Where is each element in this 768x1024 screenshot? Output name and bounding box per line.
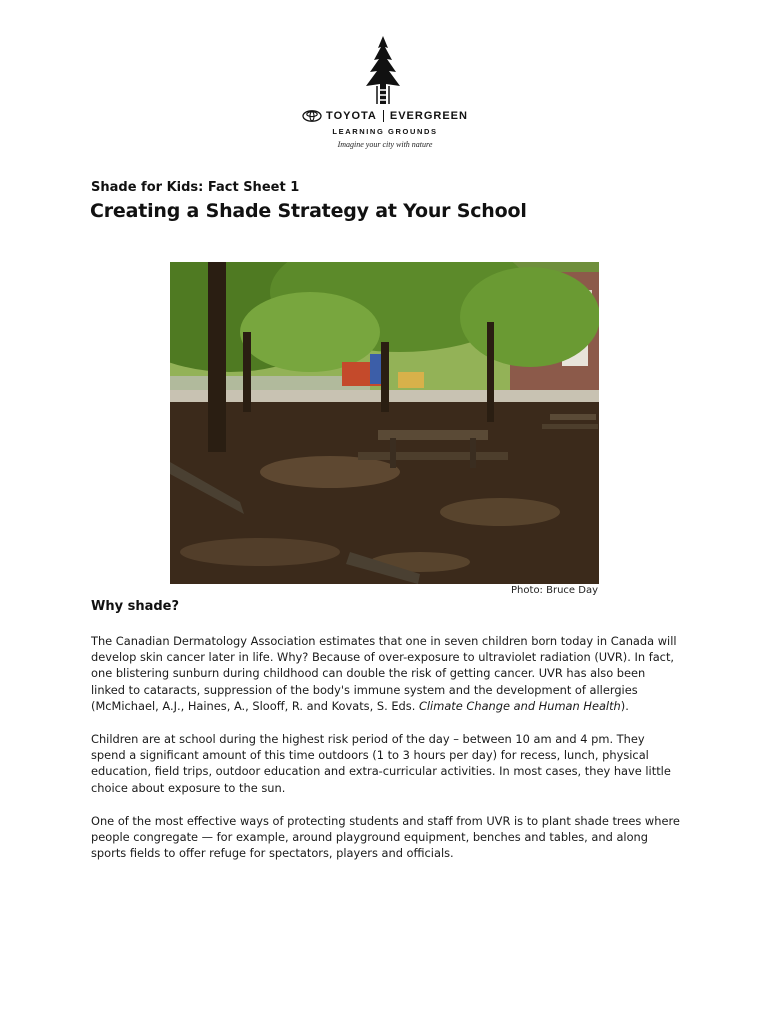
paragraph-line: develop skin cancer later in life. Why? Because of over-exposure to ultraviolet radiation (UVR). In fact, [91, 650, 675, 665]
toyota-evergreen-logo [300, 34, 470, 154]
brand-line [300, 110, 470, 122]
paragraph-line: One of the most effective ways of protecting students and staff from UVR is to plant shade trees where [91, 814, 680, 828]
fact-sheet-series: Shade for Kids: Fact Sheet 1 [91, 180, 300, 195]
citation-end: ). [620, 698, 629, 713]
paragraph-line-citation [91, 698, 691, 714]
paragraph-line: people congregate — for example, around playground equipment, benches and tables, and along [91, 830, 649, 845]
paragraph-skin-cancer [91, 633, 691, 714]
paragraph-line: spend a significant amount of this time outdoors (1 to 3 hours per day) for recess, lunch, physical [91, 748, 649, 763]
evergreen-tree-icon [358, 34, 408, 106]
citation-authors: (McMichael, A.J., Haines, A., Slooff, R. and Kovats, S. Eds. [91, 698, 419, 713]
citation-title: Climate Change and Human Health [418, 698, 621, 713]
toyota-emblem-icon [302, 110, 322, 122]
photo-caption: Photo: Bruce Day [511, 585, 598, 596]
brand-evergreen: EVERGREEN [389, 110, 468, 122]
paragraph-school-hours [91, 731, 691, 796]
paragraph-shade-trees [91, 813, 691, 862]
paragraph-line: linked to cataracts, suppression of the body's immune system and the development of allergies [91, 682, 638, 697]
brand-divider [383, 110, 384, 122]
paragraph-line: education, field trips, outdoor education and extra-curricular activities. In most cases, they have little [91, 764, 671, 779]
brand-toyota: TOYOTA [326, 110, 377, 122]
paragraph-line: one blistering sunburn during childhood can double the risk of getting cancer. UVR has also been [91, 666, 646, 681]
section-heading: Why shade? [91, 599, 180, 614]
paragraph-line: The Canadian Dermatology Association estimates that one in seven children born today in Canada will [91, 634, 677, 648]
brand-subtitle: LEARNING GROUNDS [332, 127, 438, 136]
paragraph-line: Children are at school during the highest risk period of the day – between 10 am and 4 pm. They [91, 732, 645, 746]
paragraph-line: sports fields to offer refuge for spectators, players and officials. [91, 846, 454, 861]
schoolyard-photo-illustration [170, 262, 599, 584]
brand-tagline: Imagine your city with nature [337, 140, 433, 149]
page-title: Creating a Shade Strategy at Your School [90, 200, 527, 222]
schoolyard-photo [170, 262, 599, 584]
paragraph-line: choice about exposure to the sun. [91, 780, 286, 795]
